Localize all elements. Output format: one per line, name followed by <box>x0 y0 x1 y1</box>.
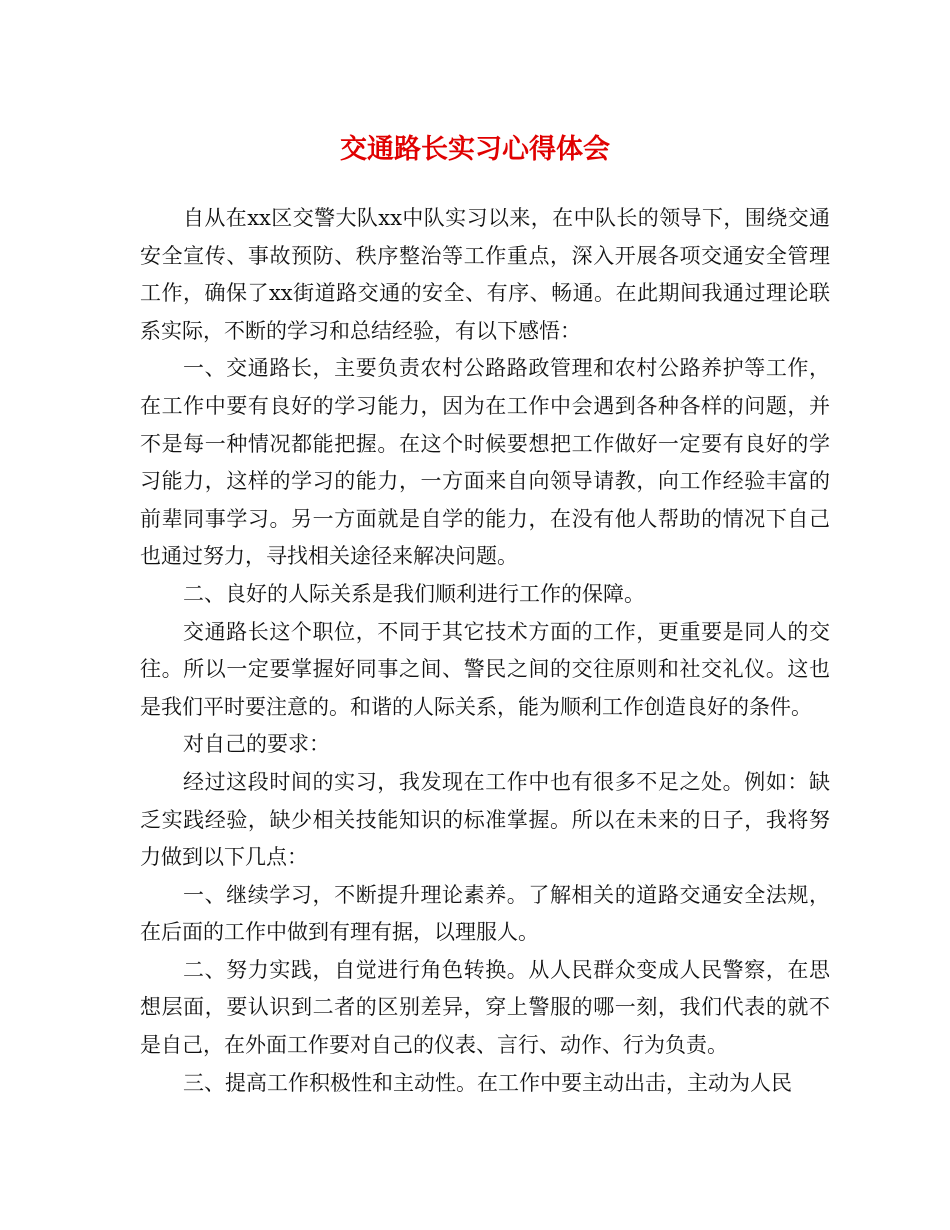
document-title: 交通路长实习心得体会 <box>340 134 610 165</box>
paragraph-point-2-body: 交通路长这个职位，不同于其它技术方面的工作，更重要是同人的交往。所以一定要掌握好同事之间、警民之间的交往原则和社交礼仪。这也是我们平时要注意的。和谐的人际关系，能为顺利工作创造良好的条件。 <box>140 619 830 719</box>
paragraph-requirement-2: 二、努力实践，自觉进行角色转换。从人民群众变成人民警察，在思想层面，要认识到二者的区别差异，穿上警服的哪一刻，我们代表的就不是自己，在外面工作要对自己的仪表、言行、动作、行为负责。 <box>140 957 830 1058</box>
paragraph-self-requirements-body: 经过这段时间的实习，我发现在工作中也有很多不足之处。例如：缺乏实践经验，缺少相关技能知识的标准掌握。所以在未来的日子，我将努力做到以下几点： <box>140 769 830 870</box>
paragraph-requirement-1: 一、继续学习，不断提升理论素养。了解相关的道路交通安全法规，在后面的工作中做到有理有据，以理服人。 <box>140 882 830 945</box>
document-body <box>140 200 830 1102</box>
paragraph-intro: 自从在xx区交警大队xx中队实习以来，在中队长的领导下，围绕交通安全宣传、事故预防、秩序整治等工作重点，深入开展各项交通安全管理工作，确保了xx街道路交通的安全、有序、畅通。在此期间我通过理论联系实际，不断的学习和总结经验，有以下感悟： <box>140 206 830 343</box>
paragraph-point-2-heading: 二、良好的人际关系是我们顺利进行工作的保障。 <box>183 581 645 606</box>
paragraph-requirement-3: 三、提高工作积极性和主动性。在工作中要主动出击，主动为人民 <box>183 1070 792 1095</box>
paragraph-point-1: 一、交通路长，主要负责农村公路路政管理和农村公路养护等工作，在工作中要有良好的学习能力，因为在工作中会遇到各种各样的问题，并不是每一种情况都能把握。在这个时候要想把工作做好一定要有良好的学习能力，这样的学习的能力，一方面来自向领导请教，向工作经验丰富的前辈同事学习。另一方面就是自学的能力，在没有他人帮助的情况下自己也通过努力，寻找相关途径来解决问题。 <box>140 356 830 569</box>
paragraph-self-requirements-heading: 对自己的要求： <box>183 732 330 757</box>
